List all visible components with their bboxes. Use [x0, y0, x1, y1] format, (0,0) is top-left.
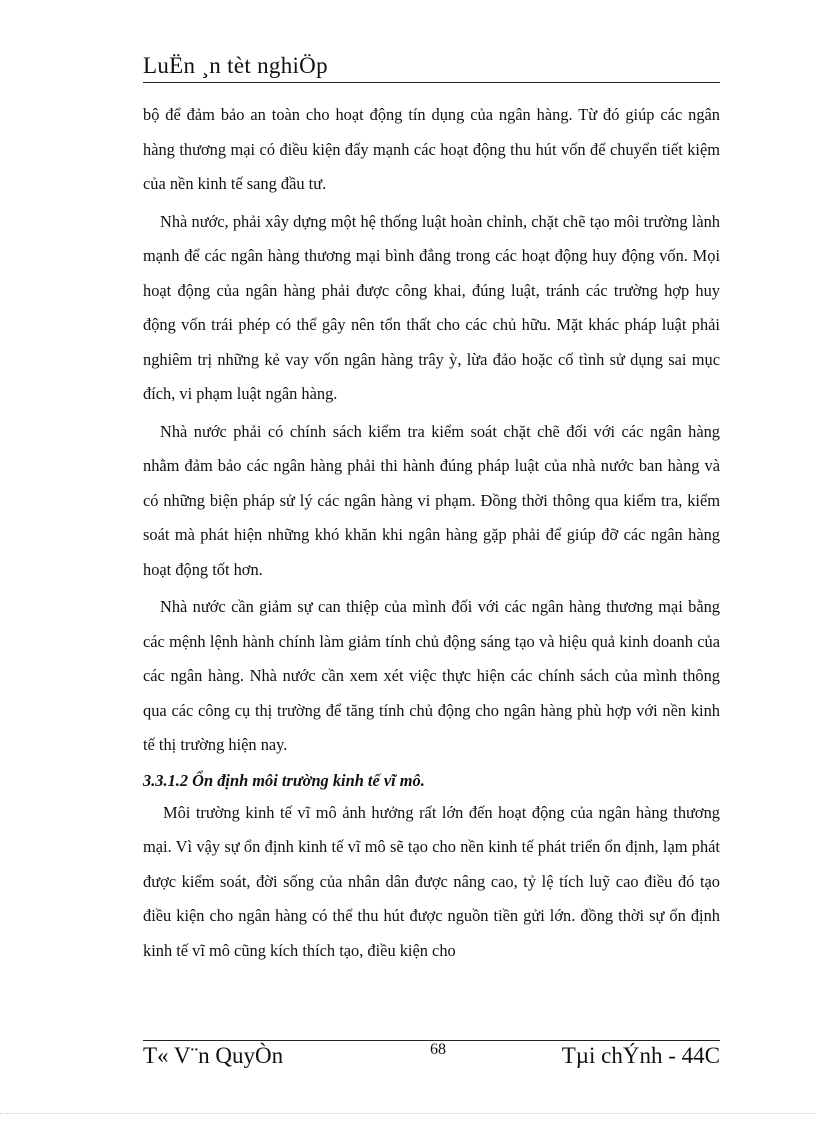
paragraph: bộ để đảm bảo an toàn cho hoạt động tín dụng của ngân hàng. Từ đó giúp các ngân hàng thương mại có điều kiện đẩy mạnh các hoạt động thu hút vốn để chuyển tiết kiệm của nền kinh tế sang đầu tư. [143, 105, 720, 193]
header-title: LuËn ¸n tèt nghiÖp [143, 53, 328, 78]
paragraph: Nhà nước, phải xây dựng một hệ thống luật hoàn chỉnh, chặt chẽ tạo môi trường lành mạnh để các ngân hàng thương mại bình đẳng trong các hoạt động huy động vốn. Mọi hoạt động của ngân hàng phải được công khai, đúng luật, tránh các trường hợp huy động vốn trái phép có thể gây nên tổn thất cho các chủ hữu. Mặt khác pháp luật phải nghiêm trị những kẻ vay vốn ngân hàng trây ỳ, lừa đảo hoặc cố tình sử dụng sai mục đích, vi phạm luật ngân hàng. [143, 211, 720, 403]
page-footer [143, 1040, 720, 1077]
paragraph: Nhà nước cần giảm sự can thiệp của mình đối với các ngân hàng thương mại bằng các mệnh lệnh hành chính làm giảm tính chủ động sáng tạo và hiệu quả kinh doanh của các ngân hàng. Nhà nước cần xem xét việc thực hiện các chính sách của mình thông qua các công cụ thị trường để tăng tính chủ động cho ngân hàng phù hợp với nền kinh tế thị trường hiện nay. [143, 597, 720, 754]
section-heading: 3.3.1.2 Ổn định môi trường kinh tế vĩ mô. [143, 770, 425, 790]
page-number: 68 [430, 1041, 446, 1058]
page-header [143, 50, 720, 83]
body-text [143, 98, 720, 971]
paragraph: Môi trường kinh tế vĩ mô ảnh hưởng rất lớn đến hoạt động của ngân hàng thương mại. Vì vậy sự ổn định kinh tế vĩ mô sẽ tạo cho nền kinh tế phát triển ổn định, lạm phát được kiểm soát, đời sống của nhân dân được nâng cao, tỷ lệ tích luỹ cao điều đó tạo điều kiện cho ngân hàng có thể thu hút được nguồn tiền gửi lớn. đồng thời sự ổn định kinh tế vĩ mô cũng kích thích tạo, điều kiện cho [143, 802, 720, 960]
footer-author: T« V¨n QuyÒn [143, 1043, 284, 1068]
paragraph: Nhà nước phải có chính sách kiểm tra kiểm soát chặt chẽ đối với các ngân hàng nhằm đảm bảo các ngân hàng phải thi hành đúng pháp luật của nhà nước ban hàng và có những biện pháp sử lý các ngân hàng vi phạm. Đồng thời thông qua kiểm tra, kiểm soát mà phát hiện những khó khăn khi ngân hàng gặp phải để giúp đỡ các ngân hàng hoạt động tốt hơn. [143, 421, 720, 579]
footer-class-label: Tµi chÝnh - 44C [561, 1043, 720, 1068]
page-bottom-divider [0, 1113, 816, 1114]
